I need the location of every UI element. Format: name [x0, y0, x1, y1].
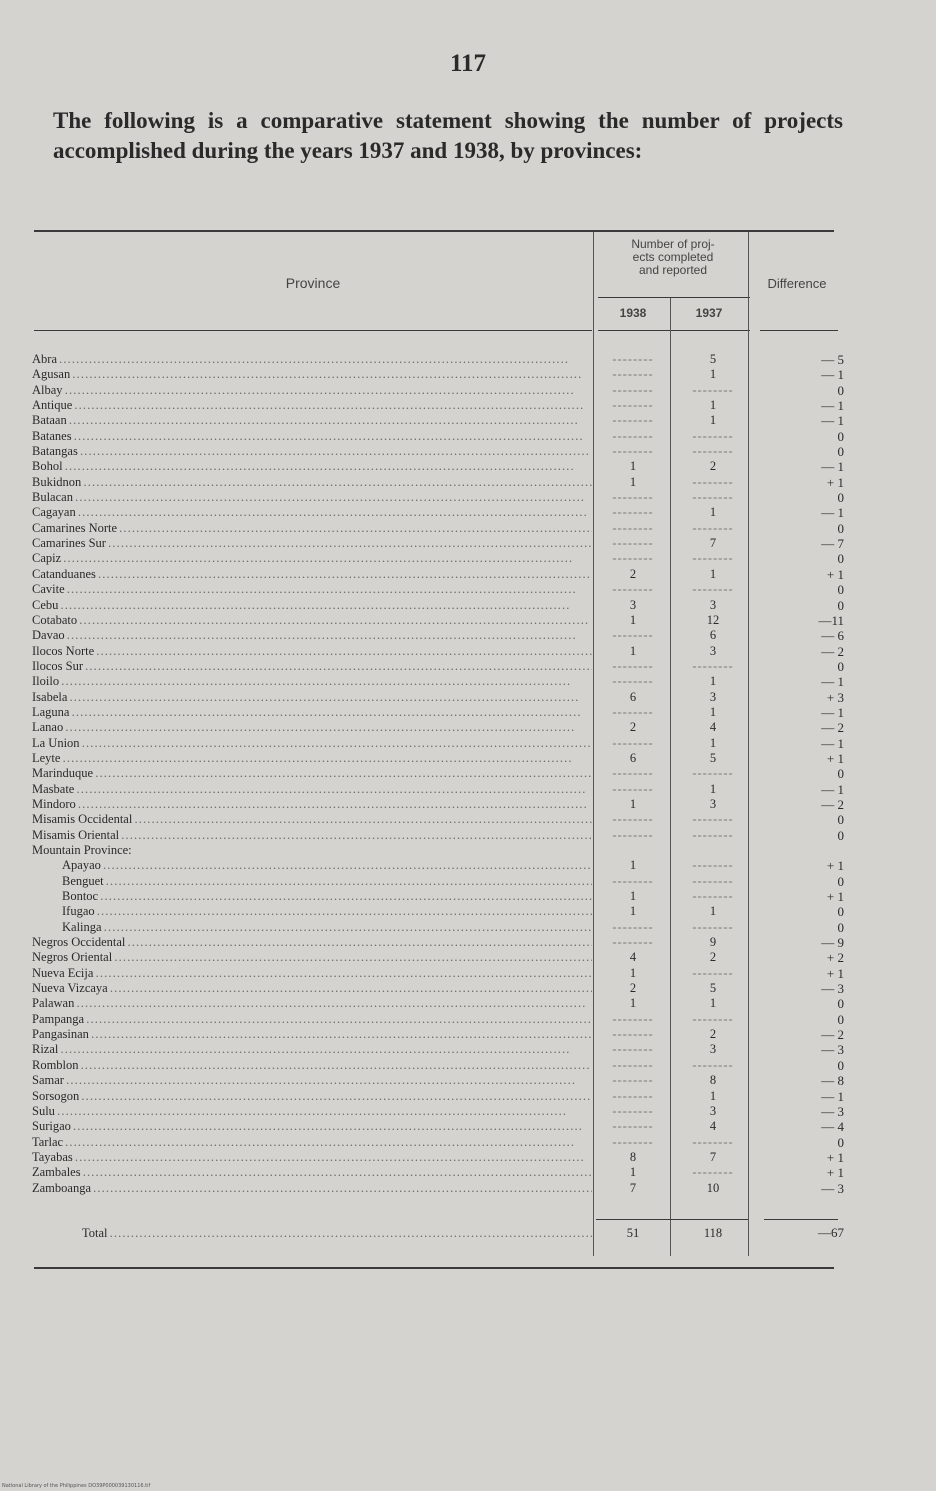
value-1937: 4 — [709, 1119, 717, 1134]
difference-value: + 1 — [826, 566, 844, 582]
difference-value: — 3 — [821, 1042, 844, 1058]
value-1938: -------- — [612, 428, 654, 443]
value-1938: -------- — [612, 1073, 654, 1088]
table-row — [32, 1027, 844, 1042]
table-row — [32, 536, 844, 551]
province-name: Bontoc . . . — [62, 889, 592, 904]
province-name: Ilocos Sur . . . — [32, 659, 592, 674]
difference-value: — 3 — [821, 981, 844, 997]
value-1938: -------- — [612, 505, 654, 520]
value-1938: 1 — [629, 889, 637, 904]
value-1937: 7 — [709, 536, 717, 551]
province-name: Sulu . . . — [32, 1104, 592, 1119]
difference-value: — 2 — [821, 796, 844, 812]
value-1937: 10 — [706, 1180, 720, 1195]
difference-value: — 1 — [821, 1088, 844, 1104]
difference-value: 0 — [837, 812, 844, 828]
difference-value: 0 — [837, 551, 844, 567]
value-1938: -------- — [612, 352, 654, 366]
value-1938: -------- — [612, 1103, 654, 1118]
province-name: Benguet . . . — [62, 874, 592, 889]
province-name: Capiz . . . — [32, 551, 592, 566]
value-1938: -------- — [612, 1134, 654, 1149]
province-name: Pampanga . . . — [32, 1012, 592, 1027]
difference-value: — 1 — [821, 398, 844, 414]
value-1937: 3 — [709, 1042, 717, 1057]
value-1937: 1 — [709, 704, 717, 719]
province-name: Cavite . . . — [32, 582, 592, 597]
province-name: Ilocos Norte . . . — [32, 644, 592, 659]
table-body — [32, 352, 844, 1196]
table-row — [32, 659, 844, 674]
province-name: Catanduanes . . . — [32, 567, 592, 582]
difference-value: —11 — [818, 612, 844, 628]
value-1938: -------- — [612, 628, 654, 643]
value-1937: 5 — [709, 981, 717, 996]
difference-value: — 1 — [821, 735, 844, 751]
value-1938: 1 — [629, 474, 637, 489]
value-1938: -------- — [612, 1119, 654, 1134]
province-name: Apayao . . . — [62, 858, 592, 873]
value-1937: 3 — [709, 689, 717, 704]
value-1937: 2 — [709, 950, 717, 965]
difference-value: — 5 — [821, 352, 844, 367]
difference-value: 0 — [837, 873, 844, 889]
header-bottom-rule — [34, 330, 592, 331]
table-row — [32, 705, 844, 720]
value-1938: -------- — [612, 1027, 654, 1042]
province-name: Misamis Occidental . . . — [32, 812, 592, 827]
table-row — [32, 751, 844, 766]
value-1938: 2 — [629, 566, 637, 581]
value-1937: -------- — [692, 1165, 734, 1180]
province-name: Laguna . . . — [32, 705, 592, 720]
value-1938: 6 — [629, 689, 637, 704]
value-1937: -------- — [692, 551, 734, 566]
value-1938: -------- — [612, 766, 654, 781]
difference-value: + 1 — [826, 1149, 844, 1165]
table-row — [32, 797, 844, 812]
difference-value: + 1 — [826, 474, 844, 490]
total-1937: 118 — [703, 1226, 723, 1240]
value-1938: -------- — [612, 382, 654, 397]
value-1938: -------- — [612, 367, 654, 382]
difference-value: — 3 — [821, 1180, 844, 1196]
table-row — [32, 1135, 844, 1150]
difference-value: — 1 — [821, 459, 844, 475]
province-name: Ifugao . . . — [62, 904, 592, 919]
province-name: Nueva Vizcaya . . . — [32, 981, 592, 996]
value-1937: -------- — [692, 428, 734, 443]
province-name: Mountain Province: — [32, 843, 132, 857]
value-1937: -------- — [692, 582, 734, 597]
difference-value: — 1 — [821, 674, 844, 690]
value-1938: -------- — [612, 674, 654, 689]
difference-value: + 1 — [826, 750, 844, 766]
table-row — [32, 812, 844, 827]
page-number: 117 — [449, 50, 487, 77]
year-1938-header: 1938 — [619, 306, 647, 320]
province-name: Albay . . . — [32, 383, 592, 398]
value-1938: -------- — [612, 1011, 654, 1026]
table-row — [32, 1042, 844, 1057]
table-row — [32, 475, 844, 490]
value-1937: 8 — [709, 1073, 717, 1088]
table-row — [32, 490, 844, 505]
value-1937: -------- — [692, 919, 734, 934]
table-row — [32, 1012, 844, 1027]
value-1938: -------- — [612, 781, 654, 796]
province-name: Cebu . . . — [32, 598, 592, 613]
value-1938: 1 — [629, 858, 637, 873]
difference-value: — 1 — [821, 505, 844, 521]
value-1937: 1 — [709, 904, 717, 919]
table-row — [32, 567, 844, 582]
province-name: Batangas . . . — [32, 444, 592, 459]
value-1937: 1 — [709, 1088, 717, 1103]
value-1937: 1 — [709, 413, 717, 428]
province-name: Kalinga . . . — [62, 920, 592, 935]
table-row — [32, 367, 844, 382]
table-row — [32, 996, 844, 1011]
province-name: Misamis Oriental . . . — [32, 828, 592, 843]
difference-value: 0 — [837, 919, 844, 935]
province-name: Mindoro . . . — [32, 797, 592, 812]
value-1938: 8 — [629, 1149, 637, 1164]
difference-value: 0 — [837, 996, 844, 1012]
value-1937: 4 — [709, 720, 717, 735]
value-1938: 1 — [629, 612, 637, 627]
value-1937: 2 — [709, 459, 717, 474]
table-row — [32, 828, 844, 843]
value-1937: 1 — [709, 781, 717, 796]
value-1938: -------- — [612, 1057, 654, 1072]
value-1938: -------- — [612, 658, 654, 673]
province-name: Pangasinan . . . — [32, 1027, 592, 1042]
province-name: Bukidnon . . . — [32, 475, 592, 490]
value-1937: -------- — [692, 1134, 734, 1149]
value-1938: 1 — [629, 796, 637, 811]
value-1937: -------- — [692, 858, 734, 873]
difference-value: + 2 — [826, 950, 844, 966]
province-name: Romblon . . . — [32, 1058, 592, 1073]
table-row — [32, 889, 844, 904]
value-1938: -------- — [612, 919, 654, 934]
header-bottom-rule-cols — [598, 330, 750, 331]
province-header: Province — [285, 275, 341, 291]
province-name: Tayabas . . . — [32, 1150, 592, 1165]
difference-value: — 8 — [821, 1073, 844, 1089]
value-1937: 2 — [709, 1027, 717, 1042]
total-1938: 51 — [626, 1226, 640, 1240]
province-name: Cagayan . . . — [32, 505, 592, 520]
province-name: Palawan . . . — [32, 996, 592, 1011]
value-1937: -------- — [692, 889, 734, 904]
difference-value: 0 — [837, 428, 844, 444]
value-1937: 1 — [709, 674, 717, 689]
province-name: Agusan . . . — [32, 367, 592, 382]
difference-value: — 6 — [821, 628, 844, 644]
value-1937: 9 — [709, 935, 717, 950]
value-1938: -------- — [612, 827, 654, 842]
province-name: Surigao . . . — [32, 1119, 592, 1134]
difference-value: — 9 — [821, 935, 844, 951]
table-row — [32, 598, 844, 613]
difference-value: — 2 — [821, 1027, 844, 1043]
value-1938: 2 — [629, 720, 637, 735]
table-row — [32, 1073, 844, 1088]
value-1938: -------- — [612, 735, 654, 750]
total-difference: —67 — [818, 1225, 844, 1240]
table-row — [32, 920, 844, 935]
table-row — [32, 1058, 844, 1073]
table-row — [32, 720, 844, 735]
difference-header: Difference — [767, 276, 827, 291]
difference-value: 0 — [837, 1057, 844, 1073]
table-row — [32, 981, 844, 996]
difference-value: + 1 — [826, 858, 844, 874]
value-1938: 1 — [629, 996, 637, 1011]
difference-value: — 7 — [821, 536, 844, 552]
province-name: Cotabato . . . — [32, 613, 592, 628]
value-1937: 12 — [706, 612, 720, 627]
province-name: Antique . . . — [32, 398, 592, 413]
value-1937: -------- — [692, 1011, 734, 1026]
value-1937: -------- — [692, 812, 734, 827]
value-1937: -------- — [692, 382, 734, 397]
difference-value: 0 — [837, 444, 844, 460]
difference-value: — 3 — [821, 1103, 844, 1119]
value-1938: -------- — [612, 444, 654, 459]
difference-value: + 1 — [826, 889, 844, 905]
province-name: Iloilo . . . — [32, 674, 592, 689]
province-name: Lanao . . . — [32, 720, 592, 735]
value-1938: -------- — [612, 582, 654, 597]
table-row — [32, 551, 844, 566]
projects-group-header: Number of proj- ects completed and reported — [631, 237, 715, 277]
province-name: Camarines Norte . . . — [32, 521, 592, 536]
value-1937: 1 — [709, 505, 717, 520]
value-1938: -------- — [612, 935, 654, 950]
value-1937: -------- — [692, 965, 734, 980]
value-1937: -------- — [692, 1057, 734, 1072]
value-1938: -------- — [612, 704, 654, 719]
province-name: Masbate . . . — [32, 782, 592, 797]
table-row — [32, 383, 844, 398]
value-1938: -------- — [612, 536, 654, 551]
value-1938: -------- — [612, 398, 654, 413]
difference-value: 0 — [837, 658, 844, 674]
province-name: Sorsogon . . . — [32, 1089, 592, 1104]
difference-value: 0 — [837, 1011, 844, 1027]
total-rule-diff — [764, 1219, 838, 1220]
value-1938: 1 — [629, 965, 637, 980]
value-1937: 3 — [709, 1103, 717, 1118]
table-row — [32, 843, 844, 858]
value-1938: -------- — [612, 520, 654, 535]
difference-value: — 1 — [821, 367, 844, 383]
value-1937: 1 — [709, 735, 717, 750]
difference-value: — 2 — [821, 720, 844, 736]
province-name: Negros Occidental . . . — [32, 935, 592, 950]
value-1937: 1 — [709, 398, 717, 413]
table-row — [32, 644, 844, 659]
table-row — [32, 782, 844, 797]
table-row — [32, 950, 844, 965]
difference-value: 0 — [837, 1134, 844, 1150]
difference-value: — 2 — [821, 643, 844, 659]
province-name: Tarlac . . . — [32, 1135, 592, 1150]
total-label: Total . . . — [82, 1224, 592, 1242]
year-1937-header: 1937 — [695, 306, 723, 320]
table-row — [32, 935, 844, 950]
difference-value: 0 — [837, 520, 844, 536]
value-1937: -------- — [692, 444, 734, 459]
value-1937: 7 — [709, 1149, 717, 1164]
table-row — [32, 1150, 844, 1165]
total-row — [32, 1224, 844, 1242]
header-bottom-rule-diff — [760, 330, 838, 331]
difference-value: 0 — [837, 490, 844, 506]
table-row — [32, 1181, 844, 1196]
table-row — [32, 459, 844, 474]
table-row — [32, 582, 844, 597]
value-1938: 7 — [629, 1180, 637, 1195]
value-1938: 1 — [629, 1165, 637, 1180]
difference-value: — 4 — [821, 1119, 844, 1135]
table-row — [32, 1165, 844, 1180]
difference-value: 0 — [837, 827, 844, 843]
difference-value: 0 — [837, 582, 844, 598]
table-row — [32, 352, 844, 367]
difference-value: + 1 — [826, 965, 844, 981]
value-1937: -------- — [692, 766, 734, 781]
value-1937: 6 — [709, 628, 717, 643]
difference-value: 0 — [837, 382, 844, 398]
table-row — [32, 874, 844, 889]
table-row — [32, 521, 844, 536]
value-1937: 1 — [709, 566, 717, 581]
year-group-rule — [598, 297, 750, 298]
province-name: Bohol . . . — [32, 459, 592, 474]
table-row — [32, 966, 844, 981]
value-1938: -------- — [612, 551, 654, 566]
value-1938: -------- — [612, 490, 654, 505]
table-row — [32, 904, 844, 919]
value-1937: -------- — [692, 520, 734, 535]
value-1937: -------- — [692, 474, 734, 489]
value-1937: 3 — [709, 796, 717, 811]
table-row — [32, 444, 844, 459]
difference-value: + 3 — [826, 689, 844, 705]
table-row — [32, 690, 844, 705]
province-name: Marinduque . . . — [32, 766, 592, 781]
table-top-rule — [34, 230, 834, 232]
value-1937: 5 — [709, 750, 717, 765]
value-1937: 1 — [709, 996, 717, 1011]
province-name: Nueva Ecija . . . — [32, 966, 592, 981]
table-row — [32, 736, 844, 751]
value-1938: 3 — [629, 597, 637, 612]
value-1937: -------- — [692, 490, 734, 505]
table-bottom-rule — [34, 1267, 834, 1269]
value-1937: 3 — [709, 597, 717, 612]
value-1938: -------- — [612, 1088, 654, 1103]
province-name: Davao . . . — [32, 628, 592, 643]
difference-value: + 1 — [826, 1165, 844, 1181]
table-row — [32, 1089, 844, 1104]
difference-value: 0 — [837, 904, 844, 920]
value-1937: 1 — [709, 367, 717, 382]
province-name: Batanes . . . — [32, 429, 592, 444]
value-1938: -------- — [612, 413, 654, 428]
footer-credit: National Library of the Philippines DO39P000039130116.tif — [2, 1483, 151, 1489]
province-name: Bulacan . . . — [32, 490, 592, 505]
province-name: Leyte . . . — [32, 751, 592, 766]
value-1938: 1 — [629, 643, 637, 658]
table-row — [32, 613, 844, 628]
table-row — [32, 674, 844, 689]
province-name: Zambales . . . — [32, 1165, 592, 1180]
province-name: Samar . . . — [32, 1073, 592, 1088]
province-name: Zamboanga . . . — [32, 1181, 592, 1196]
difference-value: — 1 — [821, 413, 844, 429]
value-1937: 3 — [709, 643, 717, 658]
province-name: Camarines Sur . . . — [32, 536, 592, 551]
value-1938: 1 — [629, 459, 637, 474]
intro-paragraph: The following is a comparative statement showing the number of projects accomplished during the years 1937 and 1938, by provinces: — [53, 108, 843, 163]
province-name: Rizal . . . — [32, 1042, 592, 1057]
value-1937: -------- — [692, 827, 734, 842]
difference-value: — 1 — [821, 781, 844, 797]
total-rule — [596, 1219, 748, 1220]
difference-value: 0 — [837, 597, 844, 613]
table-row — [32, 398, 844, 413]
province-name: Isabela . . . — [32, 690, 592, 705]
value-1938: 1 — [629, 904, 637, 919]
table-row — [32, 628, 844, 643]
value-1937: 5 — [709, 352, 717, 366]
province-name: Abra . . . — [32, 352, 592, 367]
value-1938: -------- — [612, 1042, 654, 1057]
value-1937: -------- — [692, 873, 734, 888]
province-name: La Union . . . — [32, 736, 592, 751]
province-name: Negros Oriental . . . — [32, 950, 592, 965]
value-1938: 6 — [629, 750, 637, 765]
table-row — [32, 429, 844, 444]
value-1938: -------- — [612, 873, 654, 888]
value-1937: -------- — [692, 658, 734, 673]
table-row — [32, 505, 844, 520]
value-1938: -------- — [612, 812, 654, 827]
difference-value: — 1 — [821, 704, 844, 720]
difference-value: 0 — [837, 766, 844, 782]
value-1938: 2 — [629, 981, 637, 996]
table-row — [32, 413, 844, 428]
value-1938: 4 — [629, 950, 637, 965]
province-name: Bataan . . . — [32, 413, 592, 428]
table-row — [32, 1104, 844, 1119]
table-row — [32, 858, 844, 873]
table-row — [32, 766, 844, 781]
table-row — [32, 1119, 844, 1134]
